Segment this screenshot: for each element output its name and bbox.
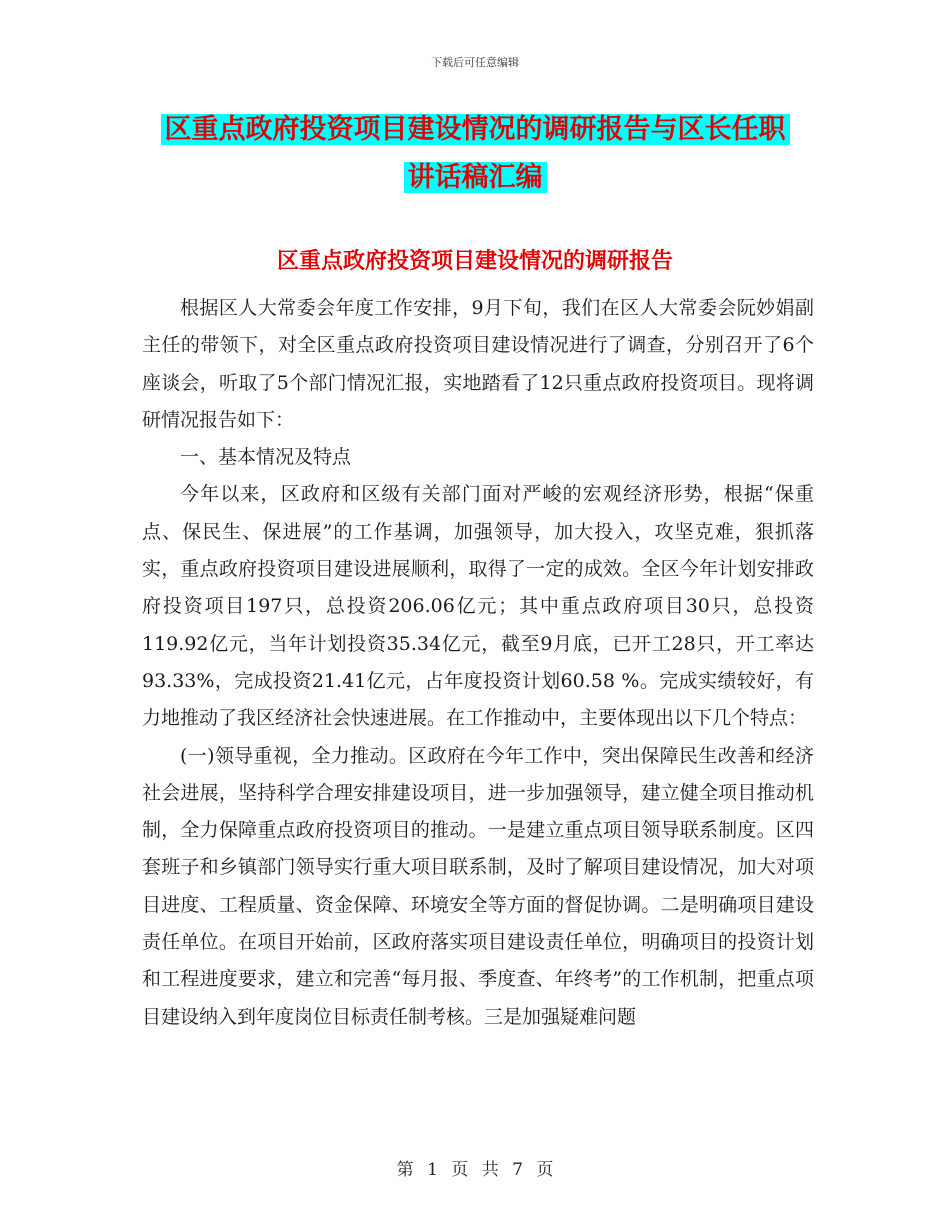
page-header-note: 下载后可任意编辑	[431, 56, 519, 69]
document-title-line-1: 区重点政府投资项目建设情况的调研报告与区长任职	[161, 114, 790, 145]
paragraph-intro: 根据区人大常委会年度工作安排，9月下旬，我们在区人大常委会阮妙娟副主任的带领下，对全区重点政府投资项目建设情况进行了调查，分别召开了6个座谈会，听取了5个部门情况汇报，实地踏看了12只重点政府投资项目。现将调研情况报告如下：	[142, 297, 814, 431]
body-text	[142, 290, 814, 1036]
heading-basic-situation: 一、基本情况及特点	[180, 446, 352, 469]
paragraph-overview: 今年以来，区政府和区级有关部门面对严峻的宏观经济形势，根据“保重点、保民生、保进展”的工作基调，加强领导，加大投入，攻坚克难，狠抓落实，重点政府投资项目建设进展顺利，取得了一定的成效。全区今年计划安排政府投资项目197只，总投资206.06亿元；其中重点政府项目30只，总投资119.92亿元，当年计划投资35.34亿元，截至9月底，已开工28只，开工率达93.33%，完成投资21.41亿元，占年度投资计划60.58 %。完成实绩较好，有力地推动了我区经济社会快速进展。在工作推动中，主要体现出以下几个特点：	[142, 483, 814, 730]
page-footer: 第 1 页 共 7 页	[396, 1160, 554, 1180]
document-title-line-2: 讲话稿汇编	[404, 162, 547, 193]
paragraph-leadership: (一)领导重视，全力推动。区政府在今年工作中，突出保障民生改善和经济社会进展，坚持科学合理安排建设项目，进一步加强领导，建立健全项目推动机制，全力保障重点政府投资项目的推动。一是建立重点项目领导联系制度。区四套班子和乡镇部门领导实行重大项目联系制，及时了解项目建设情况，加大对项目进度、工程质量、资金保障、环境安全等方面的督促协调。二是明确项目建设责任单位。在项目开始前，区政府落实项目建设责任单位，明确项目的投资计划和工程进度要求，建立和完善“每月报、季度查、年终考”的工作机制，把重点项目建设纳入到年度岗位目标责任制考核。三是加强疑难问题	[142, 744, 814, 1028]
document-title	[0, 106, 950, 202]
section-title: 区重点政府投资项目建设情况的调研报告	[276, 249, 673, 274]
